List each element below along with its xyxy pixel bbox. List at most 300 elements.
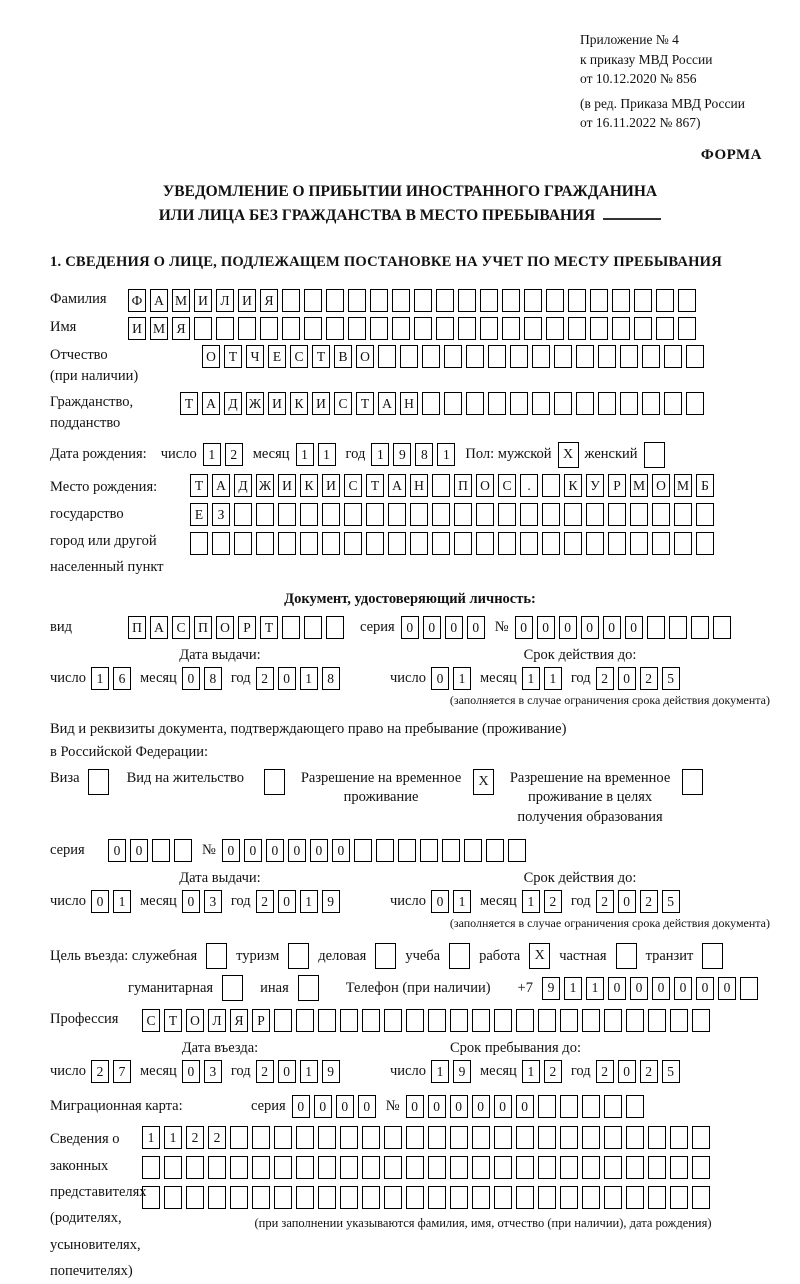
char-cell[interactable]: 0 (472, 1095, 490, 1118)
char-cell[interactable] (582, 1156, 600, 1179)
char-cell[interactable]: Н (410, 474, 428, 497)
char-cell[interactable] (208, 1186, 226, 1209)
char-cell[interactable]: Т (366, 474, 384, 497)
char-cell[interactable] (436, 289, 454, 312)
char-cell[interactable] (656, 289, 674, 312)
char-cell[interactable]: 0 (406, 1095, 424, 1118)
char-cell[interactable] (142, 1186, 160, 1209)
char-cell[interactable]: 0 (603, 616, 621, 639)
char-cell[interactable]: 0 (288, 839, 306, 862)
char-cell[interactable] (414, 317, 432, 340)
char-cell[interactable] (612, 289, 630, 312)
char-cell[interactable]: 0 (516, 1095, 534, 1118)
char-cell[interactable] (664, 345, 682, 368)
char-cell[interactable] (442, 839, 460, 862)
char-cell[interactable] (612, 317, 630, 340)
char-cell[interactable] (626, 1009, 644, 1032)
char-cell[interactable] (318, 1156, 336, 1179)
char-cell[interactable] (494, 1009, 512, 1032)
char-cell[interactable] (546, 317, 564, 340)
char-cell[interactable] (692, 1126, 710, 1149)
char-cell[interactable] (510, 345, 528, 368)
char-cell[interactable]: 1 (431, 1060, 449, 1083)
char-cell[interactable]: 0 (278, 890, 296, 913)
char-cell[interactable] (274, 1156, 292, 1179)
char-cell[interactable]: 2 (544, 890, 562, 913)
char-cell[interactable] (516, 1156, 534, 1179)
char-cell[interactable]: 9 (453, 1060, 471, 1083)
char-cell[interactable] (388, 532, 406, 555)
char-cell[interactable]: 1 (522, 890, 540, 913)
char-cell[interactable] (234, 503, 252, 526)
char-cell[interactable]: 1 (437, 443, 455, 466)
char-cell[interactable]: Т (190, 474, 208, 497)
char-cell[interactable] (502, 317, 520, 340)
char-cell[interactable] (282, 317, 300, 340)
char-cell[interactable]: Я (260, 289, 278, 312)
char-cell[interactable]: 0 (618, 1060, 636, 1083)
char-cell[interactable] (520, 532, 538, 555)
char-cell[interactable] (318, 1009, 336, 1032)
char-cell[interactable]: З (212, 503, 230, 526)
char-cell[interactable]: 0 (182, 1060, 200, 1083)
char-cell[interactable] (532, 392, 550, 415)
char-cell[interactable]: 0 (445, 616, 463, 639)
char-cell[interactable] (422, 392, 440, 415)
char-cell[interactable]: 1 (91, 667, 109, 690)
char-cell[interactable] (630, 532, 648, 555)
char-cell[interactable] (598, 392, 616, 415)
char-cell[interactable] (696, 532, 714, 555)
char-cell[interactable] (590, 289, 608, 312)
char-cell[interactable]: 1 (544, 667, 562, 690)
char-cell[interactable] (582, 1095, 600, 1118)
char-cell[interactable]: . (520, 474, 538, 497)
char-cell[interactable] (620, 345, 638, 368)
char-cell[interactable] (304, 289, 322, 312)
char-cell[interactable]: 0 (431, 667, 449, 690)
sex-male-checkbox[interactable]: X (558, 442, 579, 468)
char-cell[interactable]: Т (180, 392, 198, 415)
char-cell[interactable] (400, 345, 418, 368)
char-cell[interactable] (608, 503, 626, 526)
char-cell[interactable]: 2 (208, 1126, 226, 1149)
char-cell[interactable]: 0 (652, 977, 670, 1000)
char-cell[interactable] (450, 1156, 468, 1179)
char-cell[interactable]: Б (696, 474, 714, 497)
char-cell[interactable]: 0 (182, 890, 200, 913)
char-cell[interactable]: 2 (596, 1060, 614, 1083)
char-cell[interactable] (634, 289, 652, 312)
char-cell[interactable] (340, 1009, 358, 1032)
char-cell[interactable]: Л (208, 1009, 226, 1032)
char-cell[interactable] (256, 532, 274, 555)
char-cell[interactable]: П (194, 616, 212, 639)
char-cell[interactable] (494, 1126, 512, 1149)
char-cell[interactable] (542, 474, 560, 497)
char-cell[interactable]: 2 (596, 890, 614, 913)
char-cell[interactable] (274, 1186, 292, 1209)
char-cell[interactable]: 2 (186, 1126, 204, 1149)
char-cell[interactable] (568, 289, 586, 312)
char-cell[interactable]: 0 (630, 977, 648, 1000)
char-cell[interactable]: 9 (542, 977, 560, 1000)
char-cell[interactable] (608, 532, 626, 555)
visa-checkbox[interactable] (88, 769, 109, 795)
char-cell[interactable]: О (202, 345, 220, 368)
char-cell[interactable] (713, 616, 731, 639)
char-cell[interactable]: 1 (203, 443, 221, 466)
char-cell[interactable]: Ж (256, 474, 274, 497)
char-cell[interactable] (516, 1186, 534, 1209)
char-cell[interactable] (406, 1186, 424, 1209)
char-cell[interactable] (376, 839, 394, 862)
char-cell[interactable] (664, 392, 682, 415)
char-cell[interactable] (476, 532, 494, 555)
char-cell[interactable] (576, 345, 594, 368)
char-cell[interactable] (520, 503, 538, 526)
char-cell[interactable] (322, 503, 340, 526)
char-cell[interactable] (326, 317, 344, 340)
char-cell[interactable]: 5 (662, 667, 680, 690)
char-cell[interactable]: А (202, 392, 220, 415)
char-cell[interactable] (432, 474, 450, 497)
char-cell[interactable] (194, 317, 212, 340)
char-cell[interactable] (582, 1009, 600, 1032)
char-cell[interactable] (432, 503, 450, 526)
char-cell[interactable]: А (212, 474, 230, 497)
char-cell[interactable] (560, 1009, 578, 1032)
char-cell[interactable]: 0 (467, 616, 485, 639)
char-cell[interactable] (498, 532, 516, 555)
char-cell[interactable] (538, 1009, 556, 1032)
char-cell[interactable] (494, 1156, 512, 1179)
char-cell[interactable] (466, 345, 484, 368)
char-cell[interactable] (406, 1126, 424, 1149)
char-cell[interactable] (420, 839, 438, 862)
char-cell[interactable] (234, 532, 252, 555)
char-cell[interactable] (510, 392, 528, 415)
char-cell[interactable] (692, 1186, 710, 1209)
char-cell[interactable] (568, 317, 586, 340)
char-cell[interactable] (340, 1156, 358, 1179)
char-cell[interactable]: 1 (453, 890, 471, 913)
char-cell[interactable] (186, 1156, 204, 1179)
char-cell[interactable] (370, 317, 388, 340)
char-cell[interactable] (630, 503, 648, 526)
char-cell[interactable] (542, 503, 560, 526)
char-cell[interactable] (322, 532, 340, 555)
char-cell[interactable]: Т (224, 345, 242, 368)
char-cell[interactable]: 2 (256, 667, 274, 690)
char-cell[interactable] (362, 1186, 380, 1209)
char-cell[interactable]: 0 (537, 616, 555, 639)
char-cell[interactable] (186, 1186, 204, 1209)
char-cell[interactable] (560, 1095, 578, 1118)
char-cell[interactable]: И (278, 474, 296, 497)
char-cell[interactable] (282, 616, 300, 639)
char-cell[interactable]: 2 (225, 443, 243, 466)
purpose-private-checkbox[interactable] (616, 943, 637, 969)
char-cell[interactable] (626, 1126, 644, 1149)
char-cell[interactable]: 1 (300, 890, 318, 913)
char-cell[interactable] (626, 1095, 644, 1118)
char-cell[interactable] (190, 532, 208, 555)
char-cell[interactable]: 6 (113, 667, 131, 690)
char-cell[interactable]: 0 (401, 616, 419, 639)
char-cell[interactable] (384, 1126, 402, 1149)
char-cell[interactable] (278, 532, 296, 555)
char-cell[interactable] (669, 616, 687, 639)
char-cell[interactable] (326, 616, 344, 639)
char-cell[interactable]: 2 (91, 1060, 109, 1083)
char-cell[interactable]: 0 (266, 839, 284, 862)
char-cell[interactable]: 2 (640, 667, 658, 690)
char-cell[interactable]: 0 (244, 839, 262, 862)
char-cell[interactable]: П (128, 616, 146, 639)
char-cell[interactable] (318, 1186, 336, 1209)
char-cell[interactable] (398, 839, 416, 862)
purpose-business-checkbox[interactable] (375, 943, 396, 969)
char-cell[interactable] (392, 289, 410, 312)
char-cell[interactable]: М (630, 474, 648, 497)
char-cell[interactable] (508, 839, 526, 862)
char-cell[interactable]: О (652, 474, 670, 497)
char-cell[interactable] (604, 1009, 622, 1032)
char-cell[interactable]: 0 (314, 1095, 332, 1118)
char-cell[interactable] (428, 1186, 446, 1209)
char-cell[interactable] (454, 532, 472, 555)
char-cell[interactable]: 1 (371, 443, 389, 466)
char-cell[interactable] (498, 503, 516, 526)
char-cell[interactable]: М (172, 289, 190, 312)
char-cell[interactable] (598, 345, 616, 368)
char-cell[interactable] (604, 1156, 622, 1179)
char-cell[interactable] (274, 1126, 292, 1149)
char-cell[interactable]: 0 (423, 616, 441, 639)
char-cell[interactable] (252, 1126, 270, 1149)
char-cell[interactable]: 0 (428, 1095, 446, 1118)
char-cell[interactable]: С (334, 392, 352, 415)
char-cell[interactable]: М (150, 317, 168, 340)
char-cell[interactable] (648, 1009, 666, 1032)
char-cell[interactable] (516, 1009, 534, 1032)
char-cell[interactable]: Д (224, 392, 242, 415)
char-cell[interactable] (670, 1009, 688, 1032)
char-cell[interactable]: 2 (256, 1060, 274, 1083)
char-cell[interactable]: 0 (559, 616, 577, 639)
char-cell[interactable] (296, 1126, 314, 1149)
char-cell[interactable]: 8 (415, 443, 433, 466)
char-cell[interactable] (476, 503, 494, 526)
char-cell[interactable] (652, 503, 670, 526)
char-cell[interactable]: И (322, 474, 340, 497)
char-cell[interactable]: 0 (332, 839, 350, 862)
char-cell[interactable] (472, 1186, 490, 1209)
char-cell[interactable] (340, 1186, 358, 1209)
char-cell[interactable] (464, 839, 482, 862)
char-cell[interactable]: 1 (113, 890, 131, 913)
char-cell[interactable]: 2 (640, 890, 658, 913)
char-cell[interactable] (582, 1186, 600, 1209)
char-cell[interactable]: К (290, 392, 308, 415)
char-cell[interactable] (326, 289, 344, 312)
char-cell[interactable] (370, 289, 388, 312)
char-cell[interactable]: Е (268, 345, 286, 368)
char-cell[interactable]: 1 (318, 443, 336, 466)
char-cell[interactable] (674, 532, 692, 555)
char-cell[interactable]: Т (164, 1009, 182, 1032)
char-cell[interactable] (238, 317, 256, 340)
char-cell[interactable]: 0 (108, 839, 126, 862)
char-cell[interactable] (282, 289, 300, 312)
char-cell[interactable] (304, 317, 322, 340)
char-cell[interactable] (620, 392, 638, 415)
char-cell[interactable] (392, 317, 410, 340)
char-cell[interactable]: 0 (494, 1095, 512, 1118)
char-cell[interactable] (422, 345, 440, 368)
char-cell[interactable] (174, 839, 192, 862)
char-cell[interactable] (164, 1186, 182, 1209)
char-cell[interactable]: 1 (453, 667, 471, 690)
char-cell[interactable] (626, 1186, 644, 1209)
char-cell[interactable]: И (128, 317, 146, 340)
char-cell[interactable] (488, 345, 506, 368)
char-cell[interactable] (560, 1126, 578, 1149)
char-cell[interactable] (300, 532, 318, 555)
char-cell[interactable] (142, 1156, 160, 1179)
char-cell[interactable] (384, 1009, 402, 1032)
char-cell[interactable] (642, 345, 660, 368)
char-cell[interactable]: А (150, 616, 168, 639)
char-cell[interactable]: 2 (544, 1060, 562, 1083)
char-cell[interactable]: И (194, 289, 212, 312)
char-cell[interactable]: 0 (450, 1095, 468, 1118)
char-cell[interactable] (406, 1156, 424, 1179)
char-cell[interactable]: 2 (256, 890, 274, 913)
char-cell[interactable] (634, 317, 652, 340)
char-cell[interactable] (648, 1126, 666, 1149)
char-cell[interactable]: 1 (300, 1060, 318, 1083)
char-cell[interactable] (670, 1186, 688, 1209)
char-cell[interactable] (388, 503, 406, 526)
char-cell[interactable] (344, 532, 362, 555)
char-cell[interactable]: 0 (91, 890, 109, 913)
char-cell[interactable] (472, 1156, 490, 1179)
char-cell[interactable]: Р (608, 474, 626, 497)
char-cell[interactable]: Ч (246, 345, 264, 368)
char-cell[interactable] (586, 503, 604, 526)
char-cell[interactable] (428, 1009, 446, 1032)
char-cell[interactable]: 3 (204, 1060, 222, 1083)
char-cell[interactable] (656, 317, 674, 340)
char-cell[interactable]: А (150, 289, 168, 312)
char-cell[interactable]: 0 (515, 616, 533, 639)
char-cell[interactable]: 0 (310, 839, 328, 862)
char-cell[interactable]: Е (190, 503, 208, 526)
char-cell[interactable]: 0 (292, 1095, 310, 1118)
residence-permit-checkbox[interactable] (264, 769, 285, 795)
char-cell[interactable]: 0 (674, 977, 692, 1000)
char-cell[interactable] (296, 1009, 314, 1032)
char-cell[interactable] (486, 839, 504, 862)
char-cell[interactable]: 8 (204, 667, 222, 690)
purpose-transit-checkbox[interactable] (702, 943, 723, 969)
char-cell[interactable] (532, 345, 550, 368)
purpose-humanitarian-checkbox[interactable] (222, 975, 243, 1001)
char-cell[interactable] (348, 317, 366, 340)
char-cell[interactable] (480, 289, 498, 312)
char-cell[interactable] (678, 289, 696, 312)
char-cell[interactable]: Т (260, 616, 278, 639)
char-cell[interactable] (582, 1126, 600, 1149)
temp-residence-edu-checkbox[interactable] (682, 769, 703, 795)
char-cell[interactable] (674, 503, 692, 526)
char-cell[interactable]: И (312, 392, 330, 415)
char-cell[interactable] (428, 1126, 446, 1149)
char-cell[interactable] (450, 1186, 468, 1209)
char-cell[interactable]: 1 (300, 667, 318, 690)
char-cell[interactable]: О (356, 345, 374, 368)
char-cell[interactable] (538, 1156, 556, 1179)
char-cell[interactable] (366, 503, 384, 526)
char-cell[interactable] (444, 392, 462, 415)
char-cell[interactable]: 0 (581, 616, 599, 639)
char-cell[interactable] (564, 532, 582, 555)
char-cell[interactable] (472, 1009, 490, 1032)
char-cell[interactable] (560, 1156, 578, 1179)
char-cell[interactable] (524, 289, 542, 312)
char-cell[interactable]: 0 (358, 1095, 376, 1118)
char-cell[interactable] (454, 503, 472, 526)
char-cell[interactable] (590, 317, 608, 340)
char-cell[interactable] (691, 616, 709, 639)
char-cell[interactable]: И (268, 392, 286, 415)
char-cell[interactable] (670, 1156, 688, 1179)
char-cell[interactable] (647, 616, 665, 639)
char-cell[interactable]: 1 (296, 443, 314, 466)
purpose-work-checkbox[interactable]: X (529, 943, 550, 969)
char-cell[interactable] (502, 289, 520, 312)
char-cell[interactable] (260, 317, 278, 340)
char-cell[interactable]: Ж (246, 392, 264, 415)
char-cell[interactable] (586, 532, 604, 555)
char-cell[interactable]: 1 (164, 1126, 182, 1149)
char-cell[interactable] (648, 1186, 666, 1209)
char-cell[interactable] (212, 532, 230, 555)
purpose-other-checkbox[interactable] (298, 975, 319, 1001)
char-cell[interactable] (354, 839, 372, 862)
char-cell[interactable]: 0 (625, 616, 643, 639)
char-cell[interactable]: В (334, 345, 352, 368)
char-cell[interactable] (300, 503, 318, 526)
char-cell[interactable] (406, 1009, 424, 1032)
char-cell[interactable]: А (378, 392, 396, 415)
char-cell[interactable]: К (300, 474, 318, 497)
char-cell[interactable] (740, 977, 758, 1000)
char-cell[interactable] (516, 1126, 534, 1149)
char-cell[interactable] (538, 1186, 556, 1209)
char-cell[interactable] (604, 1186, 622, 1209)
char-cell[interactable]: К (564, 474, 582, 497)
char-cell[interactable] (344, 503, 362, 526)
char-cell[interactable] (444, 345, 462, 368)
char-cell[interactable] (538, 1126, 556, 1149)
char-cell[interactable] (642, 392, 660, 415)
char-cell[interactable] (432, 532, 450, 555)
purpose-official-checkbox[interactable] (206, 943, 227, 969)
char-cell[interactable]: С (142, 1009, 160, 1032)
